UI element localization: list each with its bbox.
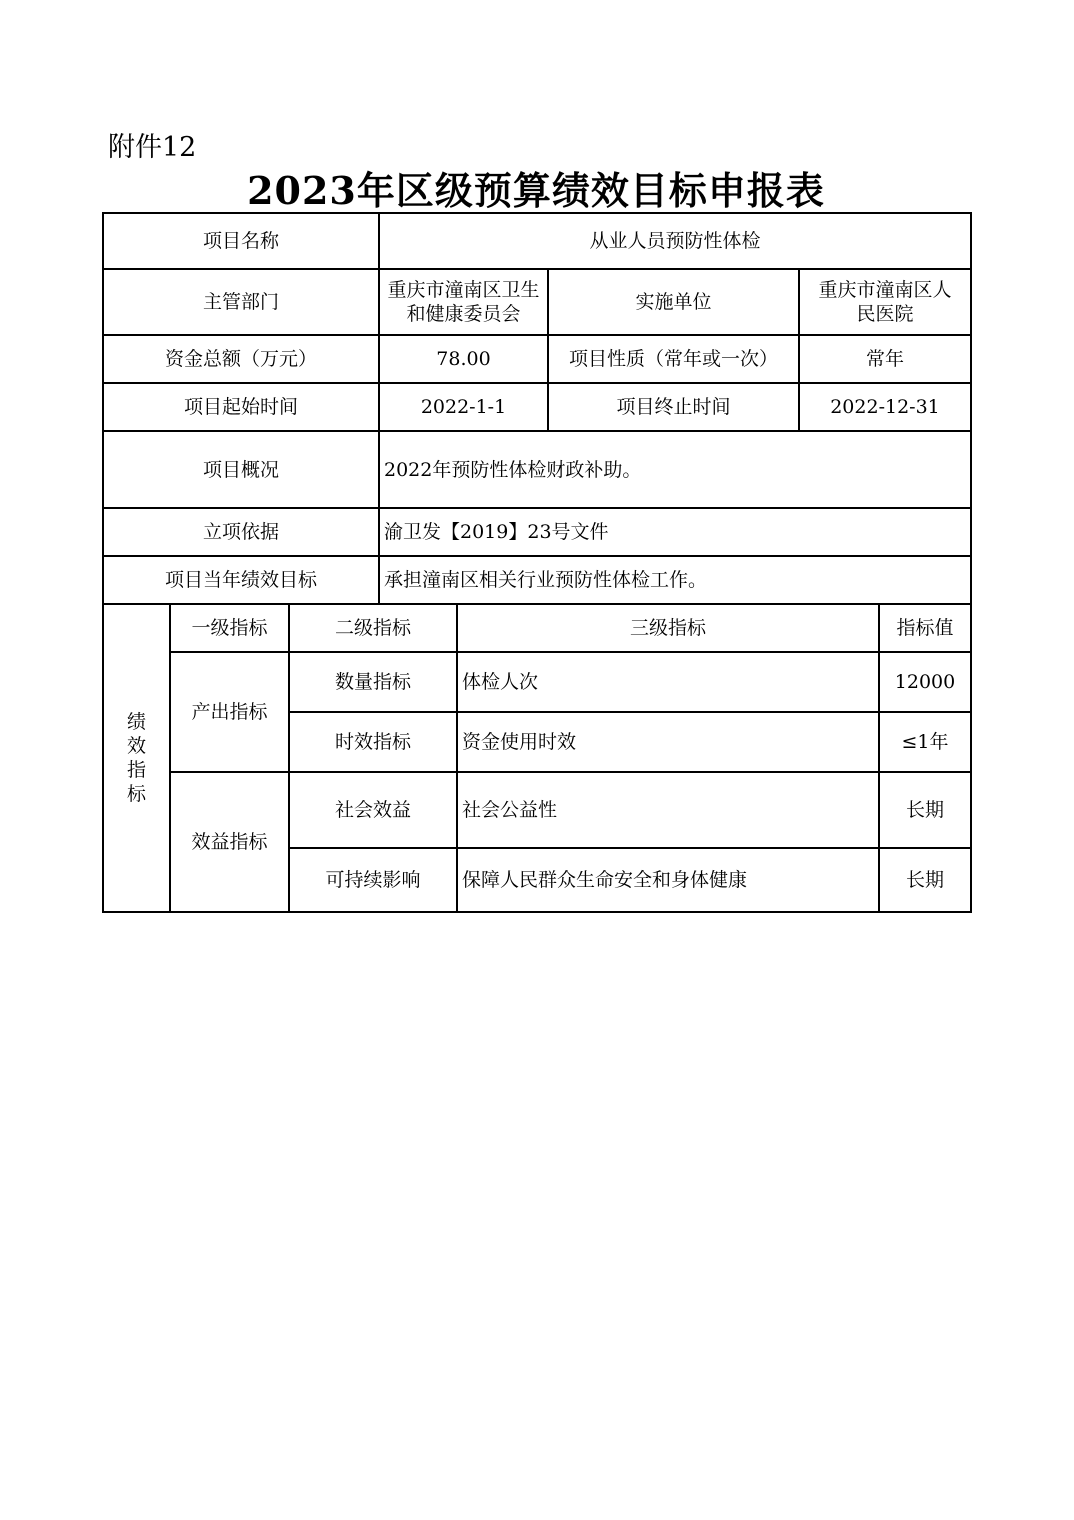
nature-value: 常年: [799, 335, 971, 383]
indicator-value: 长期: [879, 772, 971, 848]
nature-label: 项目性质（常年或一次）: [548, 335, 799, 383]
end-label: 项目终止时间: [548, 383, 799, 431]
project-name-value: 从业人员预防性体检: [379, 213, 971, 269]
overview-label: 项目概况: [103, 431, 379, 508]
indicator-header-row: [103, 604, 971, 652]
row-goal: [103, 556, 971, 604]
indicator-value: ≤1年: [879, 712, 971, 772]
row-overview: [103, 431, 971, 508]
unit-value: 重庆市潼南区人民医院: [799, 269, 971, 335]
header-level3: 三级指标: [457, 604, 879, 652]
basis-label: 立项依据: [103, 508, 379, 556]
row-department: [103, 269, 971, 335]
indicator-level3: 保障人民群众生命安全和身体健康: [457, 848, 879, 912]
header-level2: 二级指标: [289, 604, 457, 652]
attachment-label: 附件12: [108, 132, 197, 163]
row-basis: [103, 508, 971, 556]
indicator-level3: 资金使用时效: [457, 712, 879, 772]
project-name-label: 项目名称: [103, 213, 379, 269]
row-period: [103, 383, 971, 431]
dept-value: 重庆市潼南区卫生和健康委员会: [379, 269, 548, 335]
start-label: 项目起始时间: [103, 383, 379, 431]
row-project-name: [103, 213, 971, 269]
row-funds: [103, 335, 971, 383]
basis-value: 渝卫发【2019】23号文件: [379, 508, 971, 556]
indicator-level2: 数量指标: [289, 652, 457, 712]
funds-value: 78.00: [379, 335, 548, 383]
indicator-level2: 可持续影响: [289, 848, 457, 912]
header-value: 指标值: [879, 604, 971, 652]
indicator-row: [103, 652, 971, 712]
funds-label: 资金总额（万元）: [103, 335, 379, 383]
indicator-row: [103, 772, 971, 848]
indicator-value: 长期: [879, 848, 971, 912]
budget-performance-table: [102, 212, 972, 913]
overview-value: 2022年预防性体检财政补助。: [379, 431, 971, 508]
header-level1: 一级指标: [170, 604, 289, 652]
form-title: 2023年区级预算绩效目标申报表: [247, 168, 825, 213]
benefit-indicator-label: 效益指标: [170, 772, 289, 912]
unit-label: 实施单位: [548, 269, 799, 335]
indicator-value: 12000: [879, 652, 971, 712]
dept-label: 主管部门: [103, 269, 379, 335]
goal-label: 项目当年绩效目标: [103, 556, 379, 604]
indicator-section-label: 绩 效 指 标: [103, 604, 170, 912]
output-indicator-label: 产出指标: [170, 652, 289, 772]
end-value: 2022-12-31: [799, 383, 971, 431]
indicator-level2: 时效指标: [289, 712, 457, 772]
indicator-level3: 体检人次: [457, 652, 879, 712]
indicator-level3: 社会公益性: [457, 772, 879, 848]
goal-value: 承担潼南区相关行业预防性体检工作。: [379, 556, 971, 604]
start-value: 2022-1-1: [379, 383, 548, 431]
indicator-level2: 社会效益: [289, 772, 457, 848]
